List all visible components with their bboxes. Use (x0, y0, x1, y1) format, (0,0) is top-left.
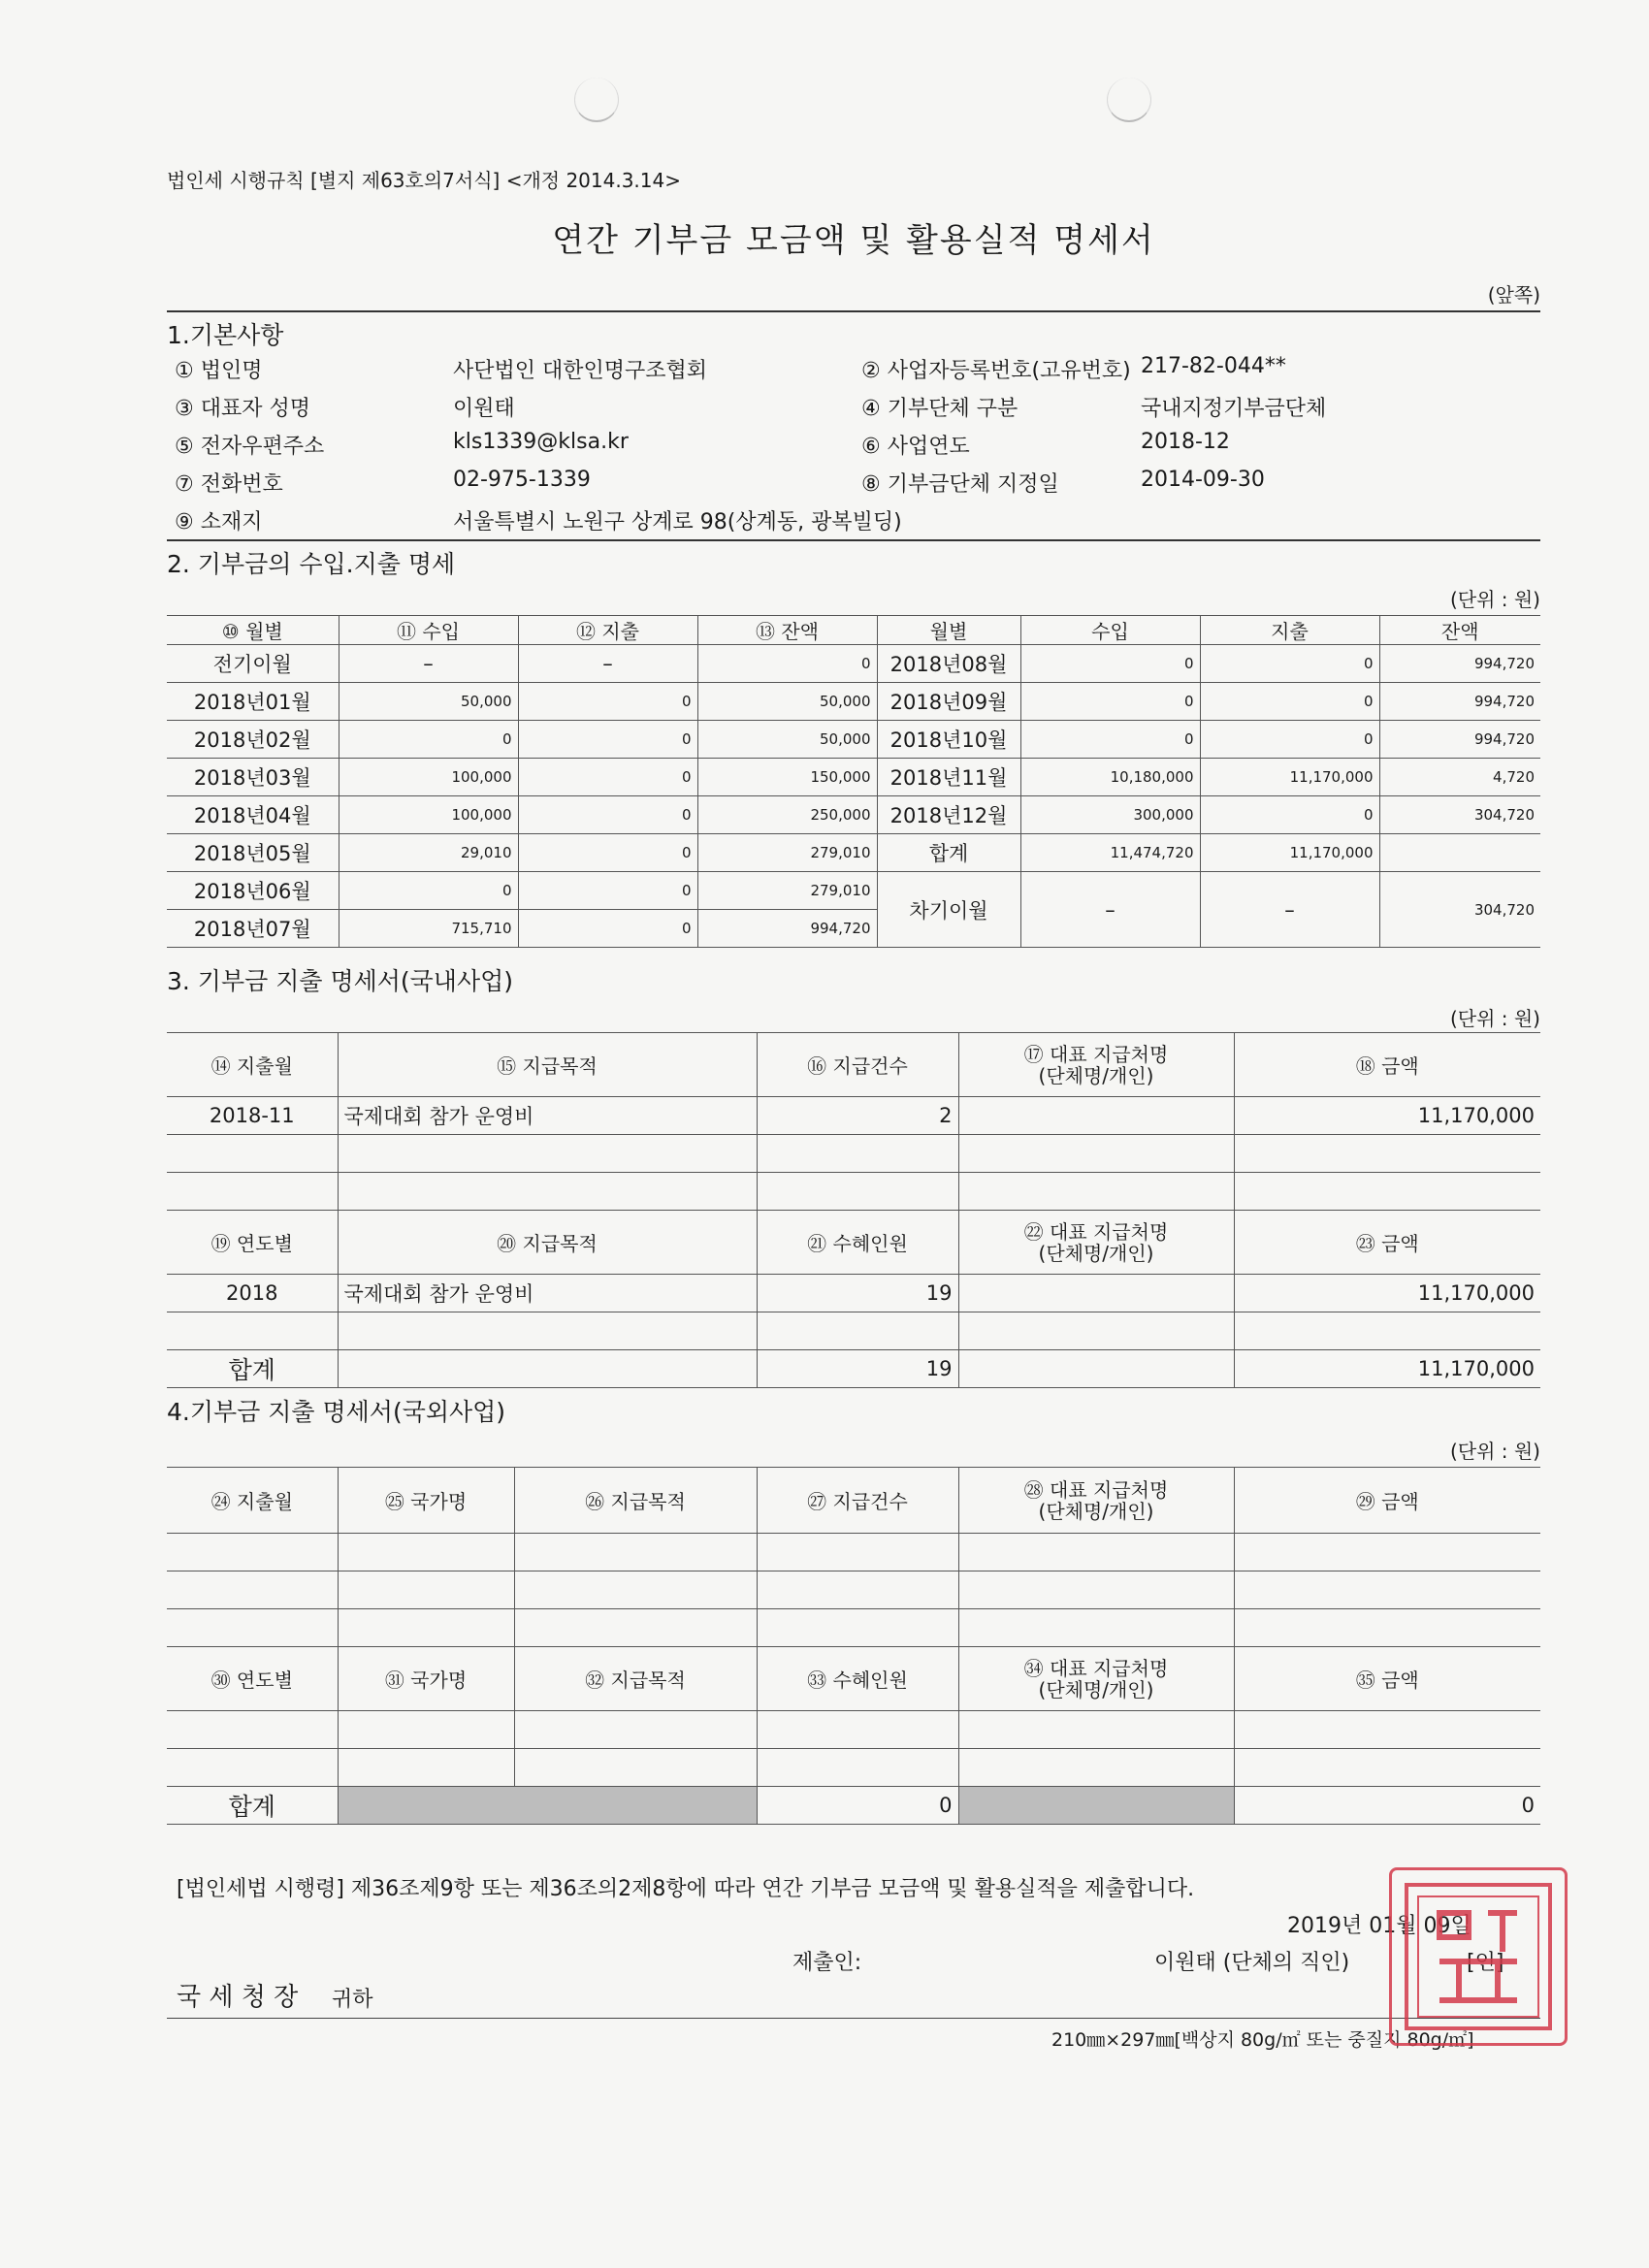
expense-cell: 0 (518, 721, 697, 759)
income-cell: 0 (339, 872, 518, 910)
month-cell: 2018년12월 (877, 796, 1020, 834)
income-cell: 29,010 (339, 834, 518, 872)
divider (167, 310, 1540, 312)
punch-hole-right (1107, 78, 1151, 122)
total-label-cell: 합계 (877, 834, 1020, 872)
form-title: 연간 기부금 모금액 및 활용실적 명세서 (552, 221, 1155, 260)
amount-cell: 11,170,000 (1234, 1097, 1540, 1135)
col-header (958, 1033, 1234, 1097)
gray-cell (338, 1787, 757, 1825)
basic-value: 2018-12 (1141, 430, 1230, 454)
balance-cell: 994,720 (1379, 721, 1540, 759)
punch-hole-left (574, 78, 619, 122)
income-cell: 715,710 (339, 910, 518, 948)
balance-cell: 0 (697, 645, 877, 683)
paper-spec: 210㎜×297㎜[백상지 80g/㎡ 또는 중질지 80g/㎡] (1051, 2029, 1474, 2051)
basic-label: ④ 기부단체 구분 (861, 397, 1018, 421)
unit-label: (단위 : 원) (1449, 1007, 1540, 1030)
income-cell: 0 (1020, 721, 1200, 759)
header-line: (단체명/개인) (1038, 1063, 1154, 1087)
col-header: 잔액 (1379, 616, 1540, 645)
count-cell: 2 (757, 1097, 958, 1135)
balance-cell: 50,000 (697, 683, 877, 721)
recipient: 국 세 청 장 (177, 1983, 299, 2012)
header-line: ㉒ 대표 지급처명 (1023, 1219, 1169, 1244)
balance-cell: 304,720 (1379, 796, 1540, 834)
address-label: ⑨ 소재지 (175, 510, 263, 535)
col-header (958, 1468, 1234, 1534)
col-header: ⑯ 지급건수 (757, 1033, 958, 1097)
total-label: 합계 (167, 1350, 338, 1388)
header-line: ㉘ 대표 지급처명 (1023, 1477, 1169, 1502)
table-row (167, 872, 1540, 910)
total-row (167, 1787, 1540, 1825)
col-header: ㉖ 지급목적 (514, 1468, 757, 1534)
page-side: (앞쪽) (1487, 283, 1540, 307)
col-header: ㉑ 수혜인원 (757, 1211, 958, 1275)
basic-label: ③ 대표자 성명 (175, 397, 310, 421)
col-header: ㉗ 지급건수 (757, 1468, 958, 1534)
income-cell: – (339, 645, 518, 683)
total-label: 합계 (167, 1787, 338, 1825)
divider (167, 2018, 1540, 2019)
month-cell: 2018-11 (167, 1097, 338, 1135)
header-line: ㉞ 대표 지급처명 (1023, 1656, 1169, 1680)
carry-balance-cell: 304,720 (1379, 872, 1540, 948)
col-header (958, 1211, 1234, 1275)
table-row (167, 834, 1540, 872)
col-header: ㉛ 국가명 (338, 1647, 514, 1711)
basic-value: 217-82-044** (1141, 354, 1286, 378)
col-header: ㉙ 금액 (1234, 1468, 1540, 1534)
month-cell: 2018년01월 (167, 683, 339, 721)
balance-cell: 279,010 (697, 834, 877, 872)
section-income-title: 2. 기부금의 수입.지출 명세 (167, 550, 456, 578)
table-row (167, 1534, 1540, 1571)
carry-label-cell: 차기이월 (877, 872, 1020, 948)
col-header (958, 1647, 1234, 1711)
income-expense-table (167, 615, 1540, 948)
basic-label: ① 법인명 (175, 359, 263, 383)
unit-label: (단위 : 원) (1449, 588, 1540, 611)
table-header-row (167, 1468, 1540, 1534)
col-header: 월별 (877, 616, 1020, 645)
total-row (167, 1350, 1540, 1388)
month-cell: 2018년11월 (877, 759, 1020, 796)
income-cell: 0 (1020, 683, 1200, 721)
expense-cell: – (518, 645, 697, 683)
table-row (167, 759, 1540, 796)
header-line: (단체명/개인) (1038, 1677, 1154, 1701)
recipient-suffix: 귀하 (332, 1988, 373, 2012)
table-row (167, 1135, 1540, 1173)
income-cell: 0 (1020, 645, 1200, 683)
basic-value: 이원태 (453, 397, 515, 421)
col-header: ⑮ 지급목적 (338, 1033, 757, 1097)
month-cell: 2018년05월 (167, 834, 339, 872)
submitter-name: 이원태 (단체의 직인) (1154, 1951, 1350, 1975)
basic-label: ⑦ 전화번호 (175, 472, 283, 497)
month-cell: 2018년08월 (877, 645, 1020, 683)
expense-cell: 0 (1200, 645, 1379, 683)
col-header: ㉝ 수혜인원 (757, 1647, 958, 1711)
table-row (167, 645, 1540, 683)
col-header: ㉓ 금액 (1234, 1211, 1540, 1275)
balance-cell: 279,010 (697, 872, 877, 910)
col-header: ⑲ 연도별 (167, 1211, 338, 1275)
table-row (167, 1173, 1540, 1211)
basic-value: 사단법인 대한인명구조협회 (453, 359, 708, 383)
total-count: 19 (757, 1350, 958, 1388)
income-cell: 10,180,000 (1020, 759, 1200, 796)
header-line: (단체명/개인) (1038, 1241, 1154, 1265)
col-header: ⑪ 수입 (339, 616, 518, 645)
carry-expense-cell: – (1200, 872, 1379, 948)
total-amount: 11,170,000 (1234, 1350, 1540, 1388)
regulation-line: 법인세 시행규칙 [별지 제63호의7서식] <개정 2014.3.14> (167, 169, 681, 192)
table-row (167, 796, 1540, 834)
month-cell: 2018년02월 (167, 721, 339, 759)
col-header: ㉕ 국가명 (338, 1468, 514, 1534)
month-cell: 2018년03월 (167, 759, 339, 796)
income-cell: 50,000 (339, 683, 518, 721)
section-foreign-title: 4.기부금 지출 명세서(국외사업) (167, 1398, 506, 1426)
seal-mark: [인] (1467, 1951, 1504, 1975)
basic-label: ⑧ 기부금단체 지정일 (861, 472, 1059, 497)
recipient-cell (958, 1275, 1234, 1312)
header-line: (단체명/개인) (1038, 1499, 1154, 1523)
total-balance-cell (1379, 834, 1540, 872)
total-income-cell: 11,474,720 (1020, 834, 1200, 872)
col-header: ⑱ 금액 (1234, 1033, 1540, 1097)
income-cell: 300,000 (1020, 796, 1200, 834)
month-cell: 2018년07월 (167, 910, 339, 948)
col-header: ㉔ 지출월 (167, 1468, 338, 1534)
expense-cell: 0 (518, 683, 697, 721)
month-cell: 2018년10월 (877, 721, 1020, 759)
basic-label: ⑥ 사업연도 (861, 435, 970, 459)
col-header: ⑬ 잔액 (697, 616, 877, 645)
income-cell: 0 (339, 721, 518, 759)
balance-cell: 150,000 (697, 759, 877, 796)
balance-cell: 4,720 (1379, 759, 1540, 796)
total-expense-cell: 11,170,000 (1200, 834, 1379, 872)
table-header-row (167, 1033, 1540, 1097)
submitter-label: 제출인: (792, 1951, 862, 1975)
col-header: 지출 (1200, 616, 1379, 645)
basic-label: ② 사업자등록번호(고유번호) (861, 359, 1131, 383)
carry-income-cell: – (1020, 872, 1200, 948)
income-cell: 100,000 (339, 759, 518, 796)
submission-date: 2019년 01월 09일 (1287, 1914, 1471, 1938)
table-row (167, 1312, 1540, 1350)
table-row (167, 721, 1540, 759)
purpose-cell: 국제대회 참가 운영비 (338, 1097, 757, 1135)
table-row (167, 1571, 1540, 1609)
basic-value: 2014-09-30 (1141, 468, 1265, 492)
expense-cell: 0 (1200, 721, 1379, 759)
basic-value: 국내지정기부금단체 (1141, 397, 1327, 421)
total-amount: 0 (1234, 1787, 1540, 1825)
table-row (167, 1609, 1540, 1647)
expense-cell: 0 (518, 796, 697, 834)
header-line: ⑰ 대표 지급처명 (1023, 1042, 1169, 1066)
col-header: ⑩ 월별 (167, 616, 339, 645)
expense-cell: 0 (518, 759, 697, 796)
month-cell: 2018년06월 (167, 872, 339, 910)
table-row (167, 1711, 1540, 1749)
table-header-row (167, 1647, 1540, 1711)
col-header: ⑳ 지급목적 (338, 1211, 757, 1275)
table-row (167, 1749, 1540, 1787)
purpose-cell: 국제대회 참가 운영비 (338, 1275, 757, 1312)
basic-value: kls1339@klsa.kr (453, 430, 629, 454)
table-row (167, 1275, 1540, 1312)
col-header: ㉚ 연도별 (167, 1647, 338, 1711)
submission-statement: [법인세법 시행령] 제36조제9항 또는 제36조의2제8항에 따라 연간 기부금 모금액 및 활용실적을 제출합니다. (177, 1877, 1195, 1901)
col-header: ㉜ 지급목적 (514, 1647, 757, 1711)
month-cell: 전기이월 (167, 645, 339, 683)
col-header: ⑭ 지출월 (167, 1033, 338, 1097)
basic-value: 02-975-1339 (453, 468, 591, 492)
expense-cell: 0 (518, 910, 697, 948)
income-cell: 100,000 (339, 796, 518, 834)
year-cell: 2018 (167, 1275, 338, 1312)
address-value: 서울특별시 노원구 상계로 98(상계동, 광복빌딩) (453, 510, 902, 535)
official-seal-stamp (1389, 1867, 1568, 2046)
foreign-expense-table (167, 1467, 1540, 1825)
balance-cell: 994,720 (1379, 683, 1540, 721)
expense-cell: 0 (1200, 796, 1379, 834)
col-header: ⑫ 지출 (518, 616, 697, 645)
section-basic-title: 1.기본사항 (167, 321, 284, 349)
month-cell: 2018년09월 (877, 683, 1020, 721)
seal-pattern-icon (1401, 1879, 1556, 2034)
table-row (167, 1097, 1540, 1135)
balance-cell: 250,000 (697, 796, 877, 834)
beneficiaries-cell: 19 (757, 1275, 958, 1312)
total-count: 0 (757, 1787, 958, 1825)
unit-label: (단위 : 원) (1449, 1440, 1540, 1463)
balance-cell: 50,000 (697, 721, 877, 759)
divider (167, 539, 1540, 541)
expense-cell: 0 (1200, 683, 1379, 721)
amount-cell: 11,170,000 (1234, 1275, 1540, 1312)
month-cell: 2018년04월 (167, 796, 339, 834)
col-header: ㉟ 금액 (1234, 1647, 1540, 1711)
section-domestic-title: 3. 기부금 지출 명세서(국내사업) (167, 967, 514, 995)
basic-label: ⑤ 전자우편주소 (175, 435, 325, 459)
balance-cell: 994,720 (697, 910, 877, 948)
table-header-row (167, 616, 1540, 645)
table-row (167, 683, 1540, 721)
recipient-cell (958, 1097, 1234, 1135)
expense-cell: 11,170,000 (1200, 759, 1379, 796)
expense-cell: 0 (518, 834, 697, 872)
expense-cell: 0 (518, 872, 697, 910)
gray-cell (958, 1787, 1234, 1825)
table-header-row (167, 1211, 1540, 1275)
balance-cell: 994,720 (1379, 645, 1540, 683)
col-header: 수입 (1020, 616, 1200, 645)
domestic-expense-table (167, 1032, 1540, 1388)
